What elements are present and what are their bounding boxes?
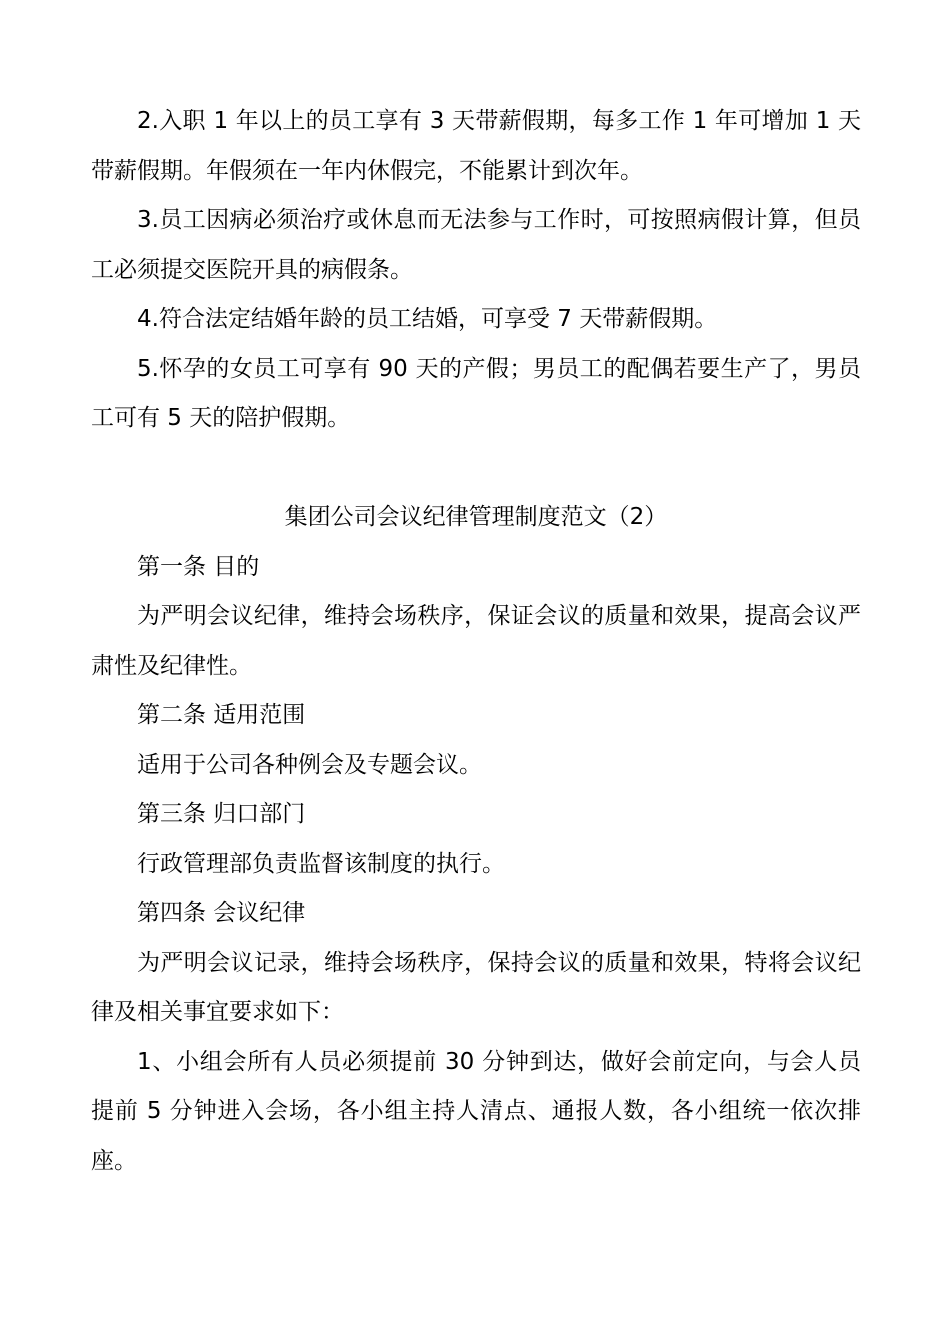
article-4-body: 为严明会议记录，维持会场秩序，保持会议的质量和效果，特将会议纪律及相关事宜要求如下： — [91, 949, 861, 1025]
leave-item-5: 5.怀孕的女员工可享有 90 天的产假；男员工的配偶若要生产了，男员工可有 5 天的陪护假期。 — [91, 355, 861, 431]
article-2-body: 适用于公司各种例会及专题会议。 — [137, 751, 482, 778]
leave-item-3: 3.员工因病必须治疗或休息而无法参与工作时，可按照病假计算，但员工必须提交医院开具的病假条。 — [91, 207, 861, 283]
article-1-heading: 第一条 目的 — [137, 553, 260, 580]
article-3-heading: 第三条 归口部门 — [137, 801, 306, 827]
article-1-body: 为严明会议纪律，维持会场秩序，保证会议的质量和效果，提高会议严肃性及纪律性。 — [91, 603, 861, 679]
rule-item-1: 1、小组会所有人员必须提前 30 分钟到达，做好会前定向，与会人员提前 5 分钟进入会场，各小组主持人清点、通报人数，各小组统一依次排座。 — [91, 1048, 861, 1174]
leave-item-2: 2.入职 1 年以上的员工享有 3 天带薪假期，每多工作 1 年可增加 1 天带薪假期。年假须在一年内休假完，不能累计到次年。 — [91, 108, 861, 184]
article-2-heading: 第二条 适用范围 — [137, 702, 306, 728]
section-title: 集团公司会议纪律管理制度范文（2） — [284, 504, 668, 530]
leave-item-4: 4.符合法定结婚年龄的员工结婚，可享受 7 天带薪假期。 — [137, 306, 718, 332]
section-spacer — [91, 444, 861, 494]
article-4-heading: 第四条 会议纪律 — [137, 900, 306, 926]
article-3-body: 行政管理部负责监督该制度的执行。 — [137, 850, 505, 877]
document-content — [91, 97, 861, 1186]
